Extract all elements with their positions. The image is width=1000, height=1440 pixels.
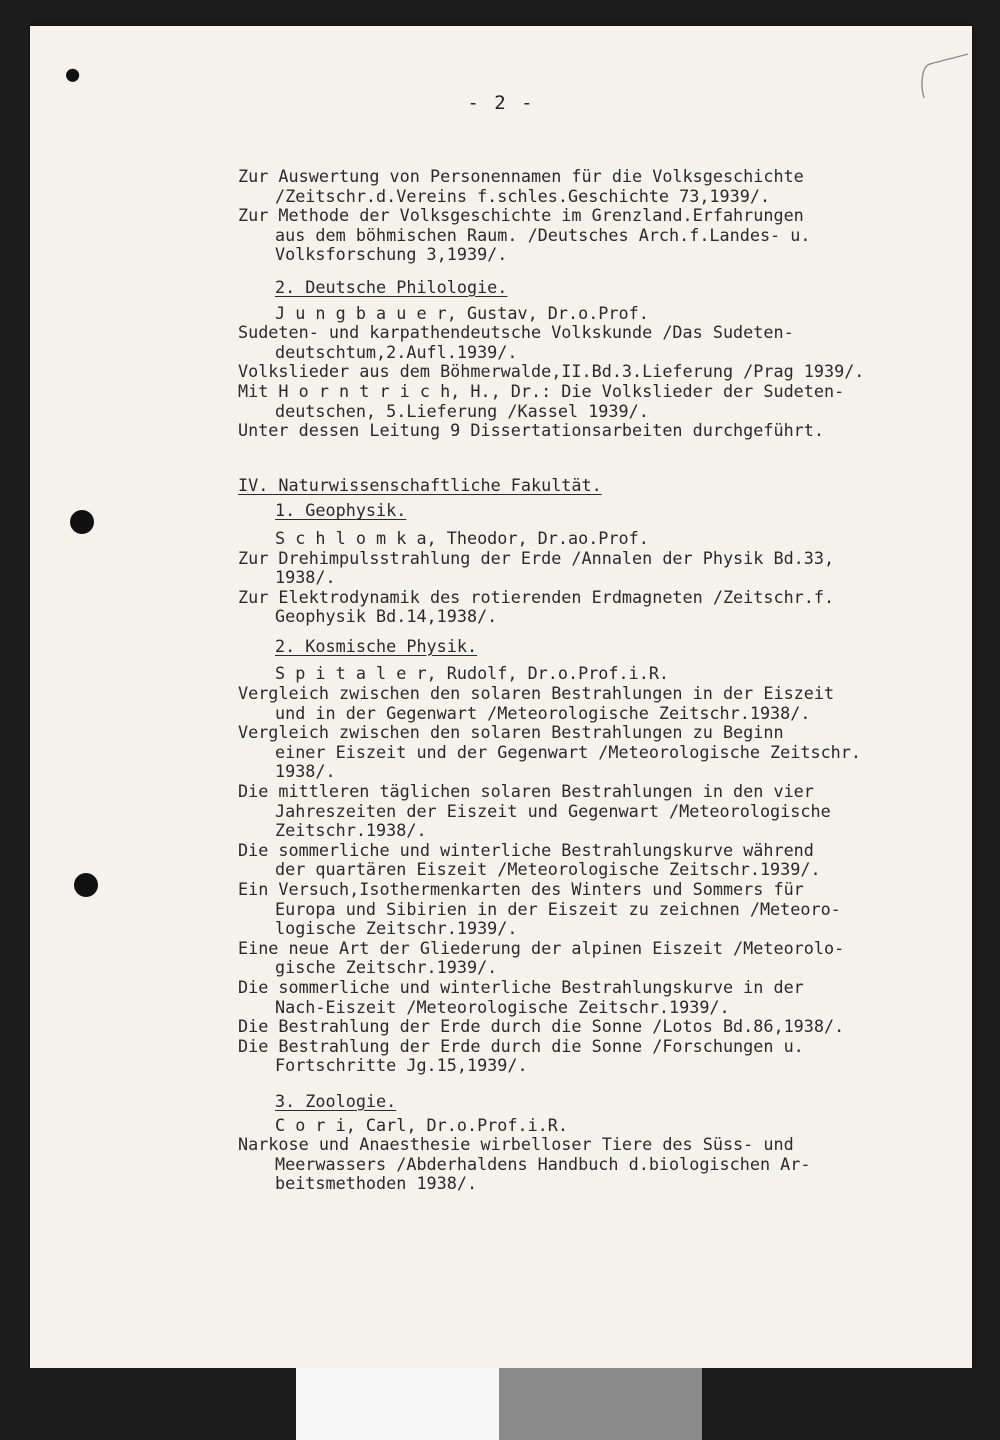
text-line: aus dem böhmischen Raum. /Deutsches Arch.f.Landes- u. xyxy=(275,224,811,245)
text-line: Zur Auswertung von Personennamen für die Volksgeschichte xyxy=(238,166,804,186)
text-line: Fortschritte Jg.15,1939/. xyxy=(275,1055,528,1076)
text-line: Volksforschung 3,1939/. xyxy=(275,244,508,265)
text-line: Nach-Eiszeit /Meteorologische Zeitschr.1939/. xyxy=(275,996,730,1017)
punch-hole-bottom xyxy=(74,873,98,897)
text-line: Jahreszeiten der Eiszeit und Gegenwart /Meteorologische xyxy=(275,800,831,821)
section-heading: 2. Deutsche Philologie. xyxy=(275,276,508,297)
text-line: Geophysik Bd.14,1938/. xyxy=(275,606,498,627)
text-line: logische Zeitschr.1939/. xyxy=(275,918,518,939)
text-line: der quartären Eiszeit /Meteorologische Zeitschr.1939/. xyxy=(275,859,821,880)
author-line: S c h l o m k a, Theodor, Dr.ao.Prof. xyxy=(275,527,649,548)
text-line: Zur Drehimpulsstrahlung der Erde /Annalen der Physik Bd.33, xyxy=(238,547,835,568)
text-line: Unter dessen Leitung 9 Dissertationsarbeiten durchgeführt. xyxy=(238,420,824,441)
text-line: 1938/. xyxy=(275,761,336,782)
text-line: Zeitschr.1938/. xyxy=(275,820,427,841)
document-page xyxy=(30,26,972,1368)
text-line: Die sommerliche und winterliche Bestrahlungskurve in der xyxy=(238,976,804,997)
section-heading: 2. Kosmische Physik. xyxy=(275,635,478,656)
text-line: gische Zeitschr.1939/. xyxy=(275,957,498,978)
text-line: Mit H o r n t r i c h, H., Dr.: Die Volkslieder der Sudeten- xyxy=(238,380,845,401)
author-line: S p i t a l e r, Rudolf, Dr.o.Prof.i.R. xyxy=(275,663,670,684)
text-line: Zur Methode der Volksgeschichte im Grenzland.Erfahrungen xyxy=(238,205,804,226)
text-line: Die Bestrahlung der Erde durch die Sonne /Forschungen u. xyxy=(238,1035,804,1056)
text-line: Die sommerliche und winterliche Bestrahlungskurve während xyxy=(238,839,814,860)
punch-hole-top xyxy=(70,510,94,534)
text-line: Europa und Sibirien in der Eiszeit zu zeichnen /Meteoro- xyxy=(275,898,841,919)
text-line: Eine neue Art der Gliederung der alpinen Eiszeit /Meteorolo- xyxy=(238,937,845,958)
text-line: Ein Versuch,Isothermenkarten des Winters und Sommers für xyxy=(238,879,804,899)
page-number: - 2 - xyxy=(467,92,535,114)
text-line: Zur Elektrodynamik des rotierenden Erdmagneten /Zeitschr.f. xyxy=(238,586,835,607)
text-line: einer Eiszeit und der Gegenwart /Meteorologische Zeitschr. xyxy=(275,741,861,762)
text-line: Sudeten- und karpathendeutsche Volkskunde /Das Sudeten- xyxy=(238,322,794,343)
text-line: Narkose und Anaesthesie wirbelloser Tiere des Süss- und xyxy=(238,1134,794,1155)
text-line: deutschen, 5.Lieferung /Kassel 1939/. xyxy=(275,400,649,421)
section-heading: 3. Zoologie. xyxy=(275,1090,397,1111)
text-line: Die Bestrahlung der Erde durch die Sonne /Lotos Bd.86,1938/. xyxy=(238,1016,845,1037)
scan-background xyxy=(0,1368,1000,1440)
text-line: Vergleich zwischen den solaren Bestrahlungen zu Beginn xyxy=(238,722,784,743)
text-line: Vergleich zwischen den solaren Bestrahlungen in der Eiszeit xyxy=(238,683,835,704)
author-line: J u n g b a u e r, Gustav, Dr.o.Prof. xyxy=(275,302,649,323)
text-line: /Zeitschr.d.Vereins f.schles.Geschichte 73,1939/. xyxy=(275,185,771,206)
calibration-patch-grey xyxy=(499,1368,702,1440)
text-line: Meerwassers /Abderhaldens Handbuch d.biologischen Ar- xyxy=(275,1153,811,1174)
text-line: Die mittleren täglichen solaren Bestrahlungen in den vier xyxy=(238,781,814,802)
text-line: beitsmethoden 1938/. xyxy=(275,1173,478,1194)
text-line: und in der Gegenwart /Meteorologische Zeitschr.1938/. xyxy=(275,702,811,723)
text-line: deutschtum,2.Aufl.1939/. xyxy=(275,341,518,362)
ink-mark: ● xyxy=(66,62,80,87)
calibration-patch-white xyxy=(296,1368,499,1440)
text-line: Volkslieder aus dem Böhmerwalde,II.Bd.3.Lieferung /Prag 1939/. xyxy=(238,361,865,382)
typed-text-body xyxy=(238,167,958,1194)
author-line: C o r i, Carl, Dr.o.Prof.i.R. xyxy=(275,1114,568,1135)
section-heading: 1. Geophysik. xyxy=(275,500,407,521)
text-line: 1938/. xyxy=(275,567,336,588)
faculty-heading: IV. Naturwissenschaftliche Fakultät. xyxy=(238,474,602,495)
